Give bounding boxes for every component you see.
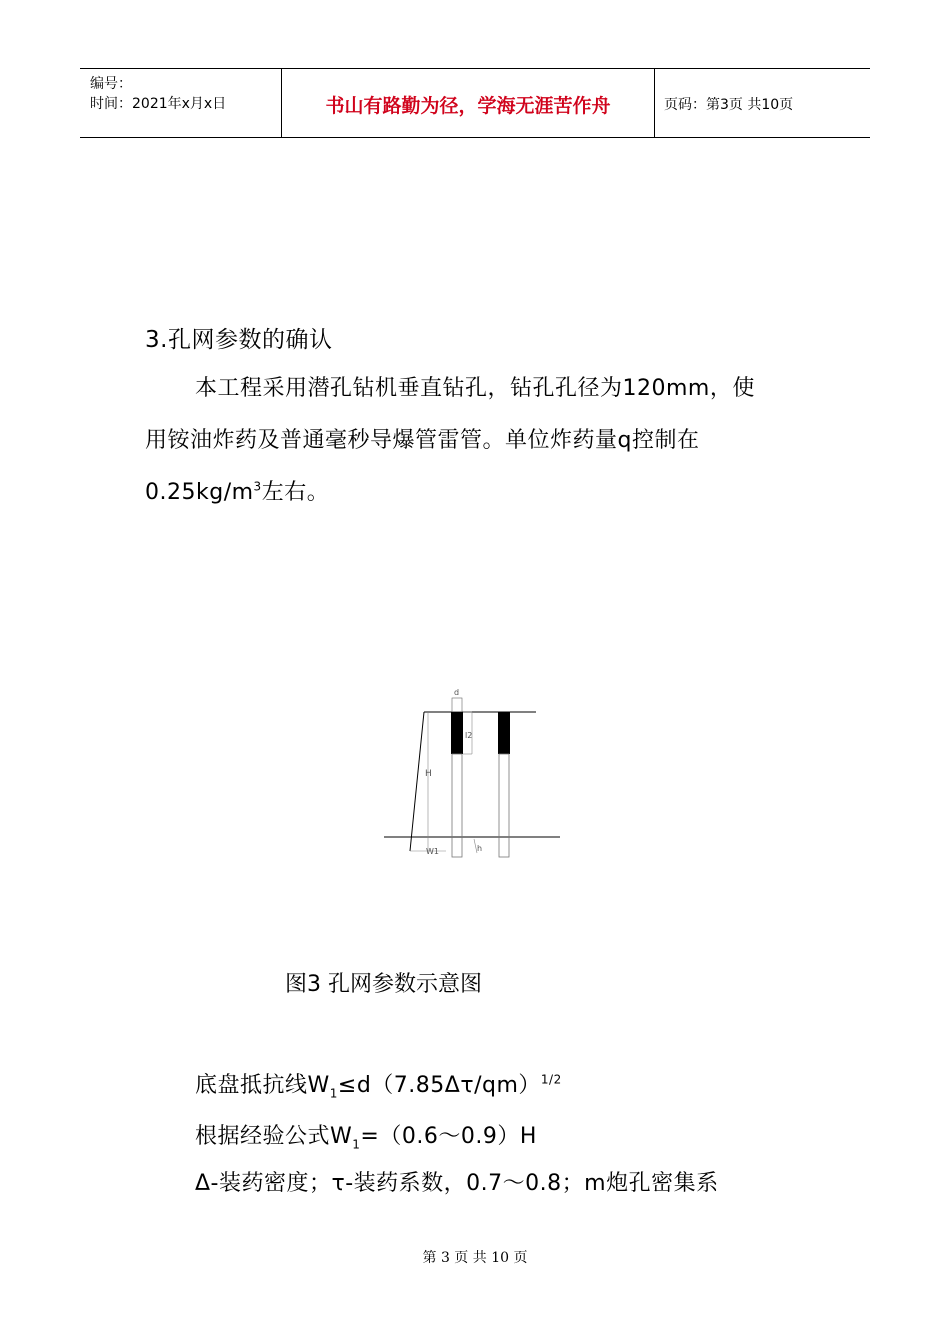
label-l2: l2: [465, 731, 473, 740]
formula-1-b: ≤d（7.85Δτ/qm）: [337, 1073, 541, 1098]
label-W1: W1: [426, 847, 439, 856]
serial-label: 编号：: [90, 76, 132, 92]
paragraph-line-3-b: 左右。: [261, 480, 330, 505]
formula-1-sup: 1/2: [540, 1072, 562, 1087]
page-footer: 第 3 页 共 10 页: [422, 1250, 528, 1266]
formula-line-1: [195, 1068, 562, 1100]
formula-1-a: 底盘抵抗线W: [195, 1073, 330, 1098]
formula-line-2: [195, 1119, 537, 1151]
time-label: 时间：2021年x月x日: [90, 96, 227, 112]
label-h: h: [477, 844, 483, 853]
paragraph-line-1: 本工程采用潜孔钻机垂直钻孔，钻孔孔径为120mm，使: [195, 376, 755, 401]
paragraph-line-3-a: 0.25kg/m: [145, 480, 254, 505]
formula-2-sub: 1: [352, 1137, 361, 1152]
stemming-hole-1: [451, 712, 463, 754]
paragraph-line-3-sup: 3: [253, 479, 262, 494]
formula-line-3: Δ-装药密度；τ-装药系数，0.7～0.8；m炮孔密集系: [195, 1171, 719, 1196]
formula-2-b: =（0.6～0.9）H: [360, 1124, 537, 1149]
header-page-cell: [655, 69, 870, 137]
formula-2-a: 根据经验公式W: [195, 1124, 353, 1149]
page-code: 页码：第3页 共10页: [664, 97, 794, 113]
header-motto-cell: [282, 69, 655, 137]
formula-1-sub: 1: [329, 1086, 338, 1101]
motto-text: 书山有路勤为径，学海无涯苦作舟: [325, 95, 611, 117]
hole-parameter-diagram: [380, 683, 570, 863]
header-info-cell: [80, 69, 282, 137]
stemming-hole-2: [498, 712, 510, 754]
bench-slope-line: [410, 712, 424, 851]
label-H: H: [425, 769, 432, 779]
section-heading: 3.孔网参数的确认: [145, 327, 333, 353]
paragraph-line-2: 用铵油炸药及普通毫秒导爆管雷管。单位炸药量q控制在: [145, 428, 700, 453]
d-box: [452, 698, 462, 712]
paragraph-line-3: [145, 475, 329, 506]
charge-hole-1: [452, 754, 462, 857]
page-header: [80, 68, 870, 138]
figure-caption: 图3 孔网参数示意图: [285, 972, 482, 997]
charge-hole-2: [499, 754, 509, 857]
label-d: d: [454, 688, 460, 697]
